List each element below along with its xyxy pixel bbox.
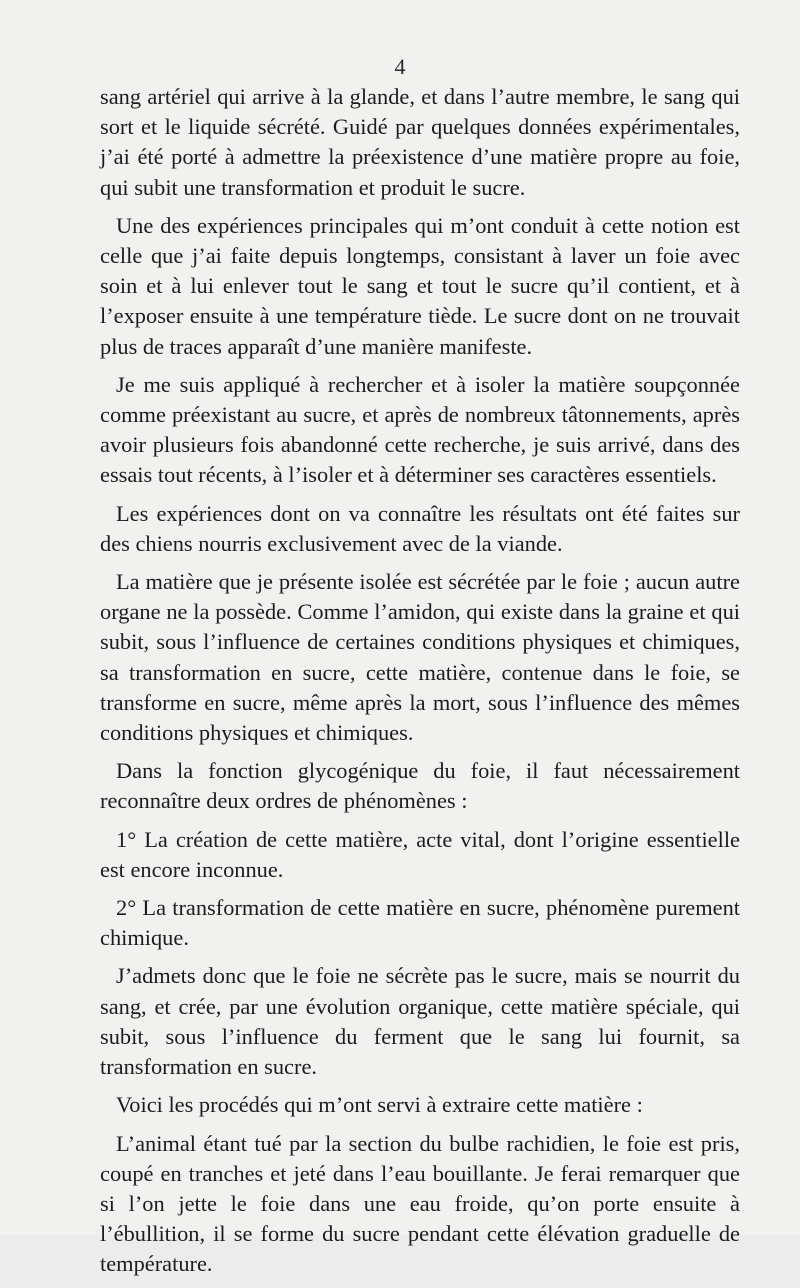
paragraph-7: 1° La création de cette matière, acte vital, dont l’origine essentielle est encore inconnue. [100,826,740,882]
paragraph-6: Dans la fonction glycogénique du foie, il faut nécessairement reconnaître deux ordres de phénomènes : [100,758,740,814]
paragraph-2: Une des expériences principales qui m’ont conduit à cette notion est celle que j’ai faite depuis longtemps, consistant à laver un foie avec soin et à lui enlever tout le sang et tout le sucre qu’il contient, et à l’exposer ensuite à une température tiède. Le sucre dont on ne trouvait plus de traces apparaît d’une manière manifeste. [100,212,740,359]
paragraph-10: Voici les procédés qui m’ont servi à extraire cette matière : [116,1092,643,1118]
paragraph-1: sang artériel qui arrive à la glande, et dans l’autre membre, le sang qui sort et le liquide sécrété. Guidé par quelques données expérimentales, j’ai été porté à admettre la préexistence d’une matière propre au foie, qui subit une transformation et produit le sucre. [100,84,740,200]
paragraph-3: Je me suis appliqué à rechercher et à isoler la matière soupçonnée comme préexistant au sucre, et après de nombreux tâtonnements, après avoir plusieurs fois abandonné cette recherche, je suis arrivé, dans des essais tout récents, à l’isoler et à déterminer ses caractères essentiels. [100,371,740,488]
paragraph-4: Les expériences dont on va connaître les résultats ont été faites sur des chiens nourris exclusivement avec de la viande. [100,500,740,556]
page-number: 4 [394,54,406,79]
paragraph-8: 2° La transformation de cette matière en sucre, phénomène purement chimique. [100,895,740,951]
paragraph-11: L’animal étant tué par la section du bulbe rachidien, le foie est pris, coupé en tranches et jeté dans l’eau bouillante. Je ferai remarquer que si l’on jette le foie dans une eau froide, qu’on porte ensuite à l’ébullition, il se forme du sucre pendant cette élévation graduelle de température. [100,1130,740,1277]
page-text [100,82,740,1288]
paragraph-9: J’admets donc que le foie ne sécrète pas le sucre, mais se nourrit du sang, et crée, par une évolution organique, cette matière spéciale, qui subit, sous l’influence du ferment que le sang lui fournit, sa transformation en sucre. [100,963,740,1080]
paragraph-5: La matière que je présente isolée est sécrétée par le foie ; aucun autre organe ne la possède. Comme l’amidon, qui existe dans la graine et qui subit, sous l’influence de certaines conditions physiques et chimiques, sa transformation en sucre, cette matière, contenue dans le foie, se transforme en sucre, même après la mort, sous l’influence des mêmes conditions physiques et chimiques. [100,569,740,746]
